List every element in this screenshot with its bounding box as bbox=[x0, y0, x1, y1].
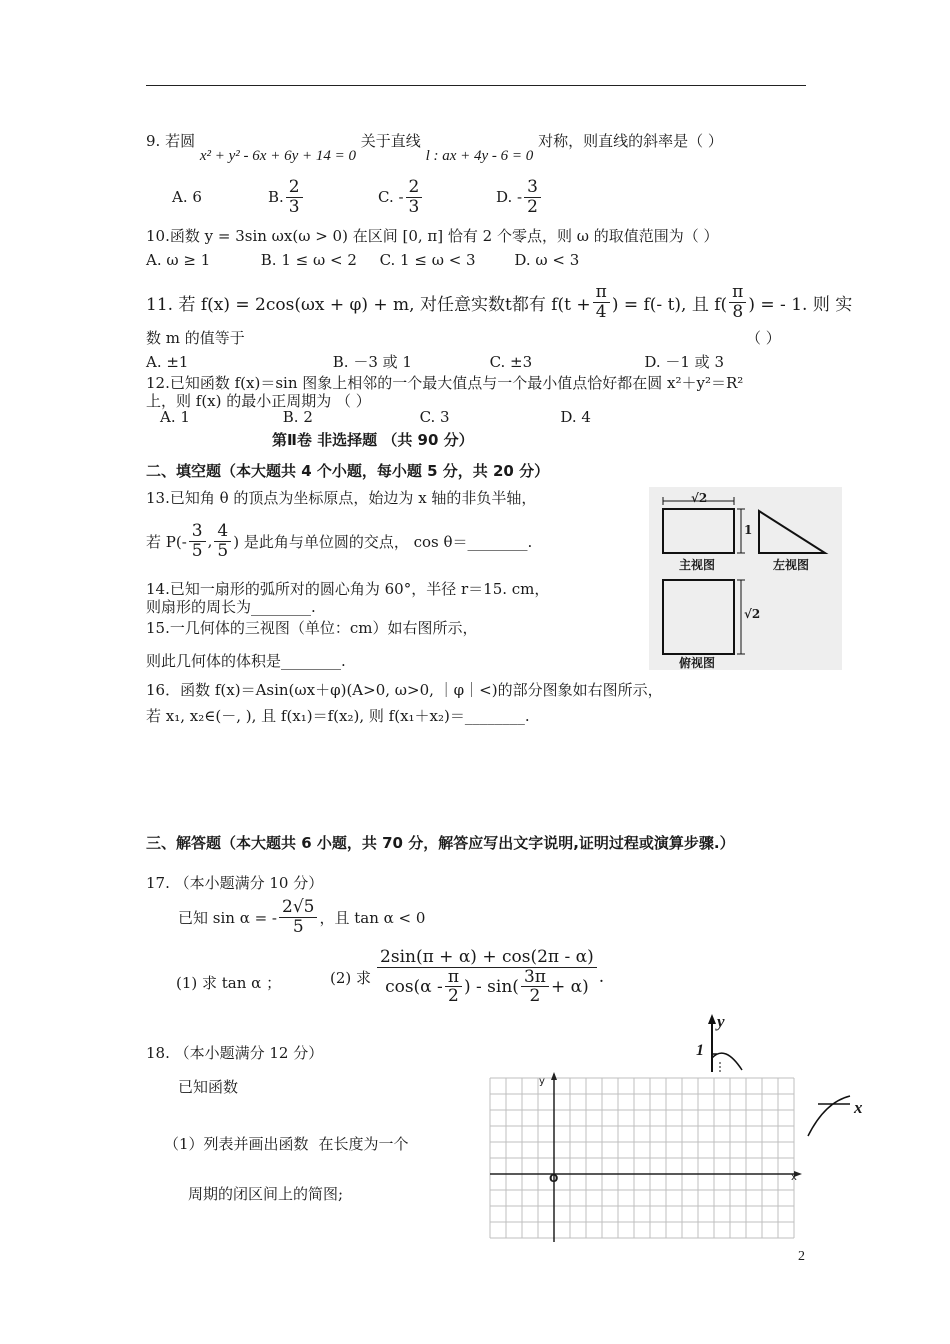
q11-line1-c: ) = - 1. 则 实 bbox=[748, 294, 853, 315]
section2-title: 第Ⅱ卷 非选择题 （共 90 分） bbox=[272, 431, 474, 449]
top-view-height-label: √2 bbox=[744, 607, 761, 621]
q13-x-numerator: 3 bbox=[189, 522, 206, 542]
q9-option-c-numerator: 2 bbox=[406, 178, 423, 198]
q9-suffix: 对称，则直线的斜率是（ ） bbox=[538, 132, 723, 150]
q14-stem-line2: 则扇形的周长为________. bbox=[146, 598, 316, 616]
fill-in-section-title: 二、填空题（本大题共 4 个小题，每小题 5 分，共 20 分） bbox=[146, 462, 550, 480]
q18-part1-c: 周期的闭区间上的简图; bbox=[188, 1185, 344, 1203]
q17-den-pi-over-2 bbox=[445, 968, 462, 1006]
q18-part1-b: 在长度为一个 bbox=[318, 1135, 409, 1153]
sketch-grid bbox=[486, 1072, 806, 1244]
q17-expression-fraction bbox=[377, 948, 597, 1006]
q16-stem-line2: 若 x₁, x₂∈(－, ), 且 f(x₁)＝f(x₂), 则 f(x₁＋x₂)＝________. bbox=[146, 707, 530, 725]
q13-y-denominator: 5 bbox=[217, 540, 229, 561]
q12-option-b: B. 2 bbox=[282, 408, 313, 426]
three-view-figure bbox=[649, 487, 842, 670]
q11-option-b: B. －3 或 1 bbox=[332, 353, 412, 371]
q11-pi-over-4 bbox=[593, 283, 610, 321]
q11-stem-line2: 数 m 的值等于 bbox=[146, 329, 245, 347]
sine-y-label: y bbox=[717, 1012, 725, 1031]
q17-den-3pi-numerator: 3π bbox=[521, 968, 549, 988]
q9-option-c-denominator: 3 bbox=[408, 196, 420, 217]
grid-origin-label: O bbox=[549, 1172, 559, 1185]
q13-y-numerator: 4 bbox=[214, 522, 231, 542]
sine-one-label: 1 bbox=[696, 1042, 704, 1059]
q17-den-a: cos(α - bbox=[385, 976, 443, 997]
sine-x-label: x bbox=[854, 1098, 863, 1117]
grid-y-label: y bbox=[539, 1076, 545, 1087]
q9-stem bbox=[146, 130, 723, 164]
q11-option-d: D. －1 或 3 bbox=[644, 353, 724, 371]
q11-pi4-denominator: 4 bbox=[595, 301, 607, 322]
q12-option-c: C. 3 bbox=[419, 408, 450, 426]
q11-pi4-numerator: π bbox=[593, 283, 610, 303]
q12-stem-line1: 12.已知函数 f(x)＝sin 图象上相邻的一个最大值点与一个最小值点恰好都在圆 x²＋y²＝R² bbox=[146, 374, 744, 392]
front-view-height-label: 1 bbox=[744, 523, 753, 537]
q11-pi-over-8 bbox=[729, 283, 746, 321]
q9-option-d-numerator: 3 bbox=[524, 178, 541, 198]
q9-option-a: A. 6 bbox=[172, 188, 202, 207]
q9-prefix: 9. 若圆 bbox=[146, 132, 196, 150]
q17-period: . bbox=[598, 967, 605, 988]
sine-curve-top bbox=[712, 1053, 742, 1070]
q9-option-b-label: B. bbox=[268, 188, 284, 207]
grid-y-arrow-icon bbox=[551, 1072, 557, 1080]
q11-pi8-numerator: π bbox=[729, 283, 746, 303]
q13-line2-a: 若 P(- bbox=[146, 532, 187, 551]
q10-option-d: D. ω < 3 bbox=[514, 251, 580, 269]
q9-option-b-numerator: 2 bbox=[286, 178, 303, 198]
q10-option-b: B. 1 ≤ ω < 2 bbox=[260, 251, 357, 269]
q13-comma: , bbox=[207, 532, 213, 551]
header-rule bbox=[146, 85, 806, 86]
q11-stem-line1 bbox=[146, 283, 852, 321]
q12-option-a: A. 1 bbox=[160, 408, 190, 426]
q9-option-d-denominator: 2 bbox=[527, 196, 538, 217]
grid-x-label: x bbox=[791, 1172, 797, 1183]
q9-mid-text: 关于直线 bbox=[360, 132, 421, 150]
q10-stem: 10.函数 y = 3sin ωx(ω > 0) 在区间 [0, π] 恰有 2 个零点，则 ω 的取值范围为（ ） bbox=[146, 227, 719, 245]
top-view-caption: 俯视图 bbox=[679, 656, 716, 670]
q9-options bbox=[172, 178, 543, 216]
q9-option-b-denominator: 3 bbox=[288, 196, 300, 217]
q11-option-a: A. ±1 bbox=[146, 353, 189, 371]
q9-option-d-fraction bbox=[524, 178, 541, 216]
q17-sin-fraction bbox=[279, 898, 317, 936]
q17-den-b: ) - sin( bbox=[464, 976, 519, 997]
q13-x-denominator: 5 bbox=[191, 540, 203, 561]
q11-options bbox=[146, 351, 724, 372]
q13-stem-line1: 13.已知角 θ 的顶点为坐标原点，始边为 x 轴的非负半轴， bbox=[146, 489, 537, 507]
q12-option-d: D. 4 bbox=[560, 408, 591, 426]
q11-pi8-denominator: 8 bbox=[732, 301, 744, 322]
q18-header: 18. （本小题满分 12 分） bbox=[146, 1044, 324, 1062]
q9-option-c bbox=[378, 178, 496, 216]
q17-sin-denominator: 5 bbox=[292, 916, 304, 937]
q17-given-a: 已知 sin α = - bbox=[178, 908, 277, 927]
sine-y-arrow-icon bbox=[708, 1014, 716, 1024]
front-view-rect bbox=[663, 509, 734, 553]
top-view-rect bbox=[663, 580, 734, 654]
q17-den-pi-numerator: π bbox=[445, 968, 462, 988]
q9-option-d-label: D. - bbox=[496, 188, 523, 207]
q17-den-c: + α) bbox=[550, 976, 589, 997]
q13-line2-b: ) 是此角与单位圆的交点， cos θ＝________. bbox=[233, 532, 533, 551]
q11-option-c: C. ±3 bbox=[489, 353, 533, 371]
q17-header: 17. （本小题满分 10 分） bbox=[146, 874, 324, 892]
answer-section-title: 三、解答题（本大题共 6 小题，共 70 分，解答应写出文字说明,证明过程或演算步骤.） bbox=[146, 834, 735, 852]
q17-expression-denominator bbox=[377, 968, 597, 1006]
q9-option-c-fraction bbox=[406, 178, 423, 216]
sine-curve-right bbox=[808, 1096, 850, 1136]
q17-den-3pi-over-2 bbox=[521, 968, 549, 1006]
q12-options bbox=[160, 408, 591, 426]
q10-option-a: A. ω ≥ 1 bbox=[146, 251, 211, 269]
q14-stem-line1: 14.已知一扇形的弧所对的圆心角为 60°，半径 r＝15. cm， bbox=[146, 580, 550, 598]
q17-part1: (1) 求 tan α ； bbox=[176, 974, 282, 992]
q17-sin-numerator: 2√5 bbox=[279, 898, 317, 918]
q15-stem-line1: 15.一几何体的三视图（单位：cm）如右图所示， bbox=[146, 619, 478, 637]
q17-given-b: ，且 tan α < 0 bbox=[319, 908, 426, 927]
q9-option-b bbox=[268, 178, 378, 216]
q17-den-3pi-denominator: 2 bbox=[529, 986, 541, 1007]
q16-stem-line1: 16．函数 f(x)＝Asin(ωx＋φ)(A>0, ω>0, ｜φ｜<)的部分图象如右图所示， bbox=[146, 681, 663, 699]
q15-stem-line2: 则此几何体的体积是________. bbox=[146, 652, 346, 670]
left-view-caption: 左视图 bbox=[773, 558, 810, 572]
left-view-triangle bbox=[759, 511, 825, 553]
q12-stem-line2: 上，则 f(x) 的最小正周期为 （ ） bbox=[146, 392, 371, 410]
q9-circle-equation: x² + y² - 6x + 6y + 14 = 0 bbox=[199, 148, 356, 164]
q18-given: 已知函数 bbox=[178, 1078, 239, 1096]
q18-part1 bbox=[164, 1133, 409, 1154]
three-view-drawing bbox=[649, 487, 842, 670]
front-view-caption: 主视图 bbox=[679, 558, 716, 572]
q17-given bbox=[178, 898, 425, 936]
q17-part2-label: (2) 求 bbox=[330, 968, 372, 987]
front-view-width-label: √2 bbox=[691, 491, 708, 505]
q9-option-c-label: C. - bbox=[378, 188, 404, 207]
q9-option-b-fraction bbox=[286, 178, 303, 216]
q18-part1-a: （1）列表并画出函数 bbox=[164, 1135, 309, 1153]
q13-y-fraction bbox=[214, 522, 231, 560]
q13-stem-line2 bbox=[146, 522, 532, 560]
q11-line1-b: ) = f(- t), 且 f( bbox=[611, 294, 728, 315]
q17-expression-numerator: 2sin(π + α) + cos(2π - α) bbox=[377, 948, 597, 968]
q10-options bbox=[146, 251, 579, 269]
q13-x-fraction bbox=[189, 522, 206, 560]
page-number: 2 bbox=[798, 1249, 805, 1264]
q10-option-c: C. 1 ≤ ω < 3 bbox=[379, 251, 476, 269]
q9-line-equation: l : ax + 4y - 6 = 0 bbox=[425, 148, 534, 164]
sketch-grid-figure bbox=[486, 1072, 806, 1244]
q11-line1-a: 11. 若 f(x) = 2cos(ωx + φ) + m, 对任意实数t都有 f(t + bbox=[146, 294, 591, 315]
q17-den-pi-denominator: 2 bbox=[447, 986, 459, 1007]
q9-option-d bbox=[496, 178, 543, 216]
q11-answer-paren: （ ） bbox=[746, 329, 781, 347]
q17-part2 bbox=[330, 948, 604, 1006]
